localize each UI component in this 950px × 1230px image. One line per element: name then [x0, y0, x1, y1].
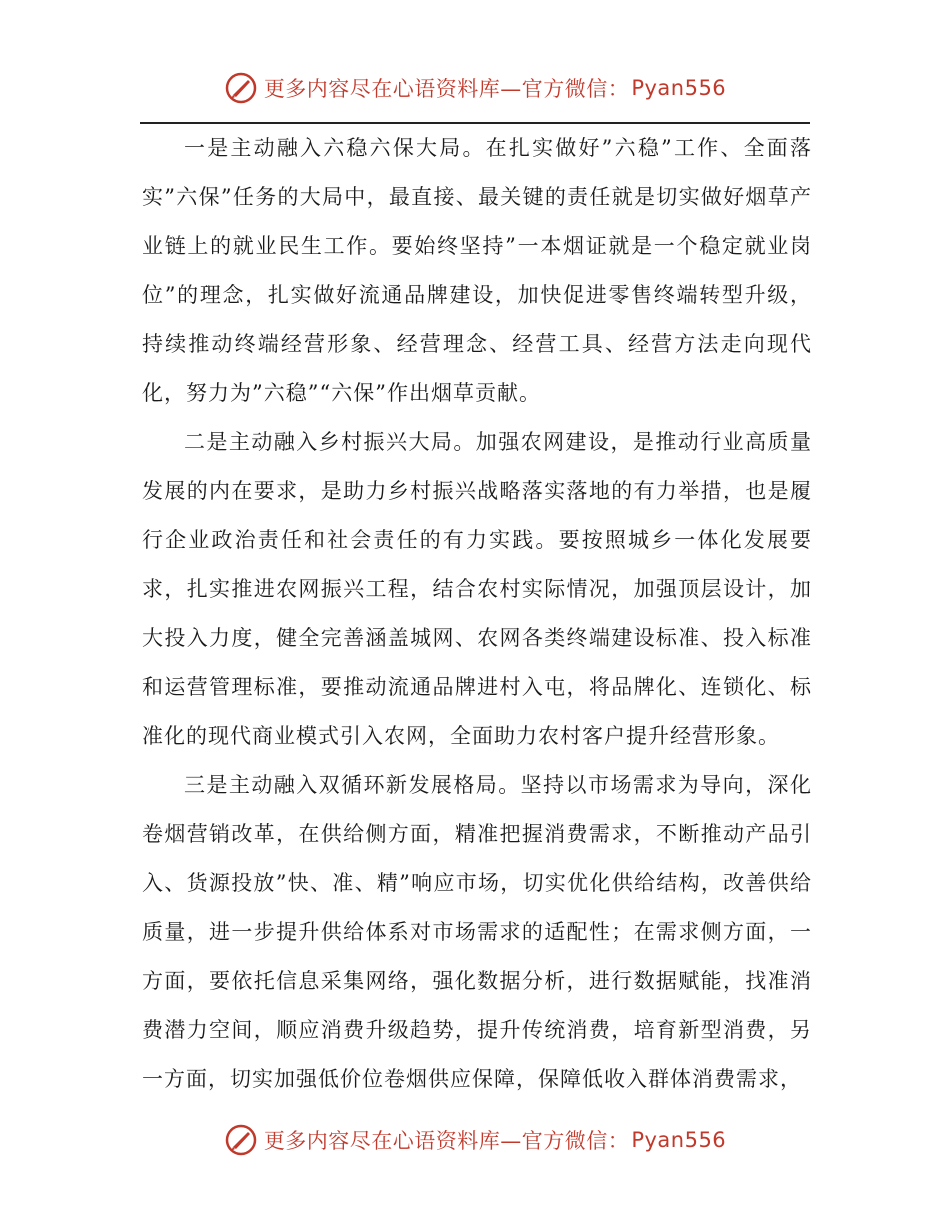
banner-wechat-id: Pyan556	[631, 76, 727, 100]
banner-text: 更多内容尽在心语资料库—官方微信：	[263, 1129, 630, 1153]
paragraph-1: 一是主动融入六稳六保大局。在扎实做好”六稳”工作、全面落实”六保”任务的大局中，最直接、最关键的责任就是切实做好烟草产业链上的就业民生工作。要始终坚持”一本烟证就是一个稳定就业岗位”的理念，扎实做好流通品牌建设，加快促进零售终端转型升级，持续推动终端经营形象、经营理念、经营工具、经营方法走向现代化，努力为”六稳”“六保”作出烟草贡献。	[142, 136, 812, 405]
banner-text: 更多内容尽在心语资料库—官方微信：	[263, 77, 630, 101]
paragraph-2: 二是主动融入乡村振兴大局。加强农网建设，是推动行业高质量发展的内在要求，是助力乡村振兴战略落实落地的有力举措，也是履行企业政治责任和社会责任的有力实践。要按照城乡一体化发展要求，扎实推进农网振兴工程，结合农村实际情况，加强顶层设计，加大投入力度，健全完善涵盖城网、农网各类终端建设标准、投入标准和运营管理标准，要推动流通品牌进村入屯，将品牌化、连锁化、标准化的现代商业模式引入农网，全面助力农村客户提升经营形象。	[142, 430, 812, 748]
footer-banner	[0, 1118, 950, 1162]
document-body	[142, 124, 812, 1104]
quill-logo-icon	[224, 71, 258, 105]
banner-wechat-id: Pyan556	[631, 1128, 727, 1152]
header-banner	[0, 66, 950, 110]
quill-logo-icon	[224, 1123, 258, 1157]
paragraph-3: 三是主动融入双循环新发展格局。坚持以市场需求为导向，深化卷烟营销改革，在供给侧方面，精准把握消费需求，不断推动产品引入、货源投放”快、准、精”响应市场，切实优化供给结构，改善供给质量，进一步提升供给体系对市场需求的适配性；在需求侧方面，一方面，要依托信息采集网络，强化数据分析，进行数据赋能，找准消费潜力空间，顺应消费升级趋势，提升传统消费，培育新型消费，另一方面，切实加强低价位卷烟供应保障，保障低收入群体消费需求，	[142, 773, 812, 1091]
